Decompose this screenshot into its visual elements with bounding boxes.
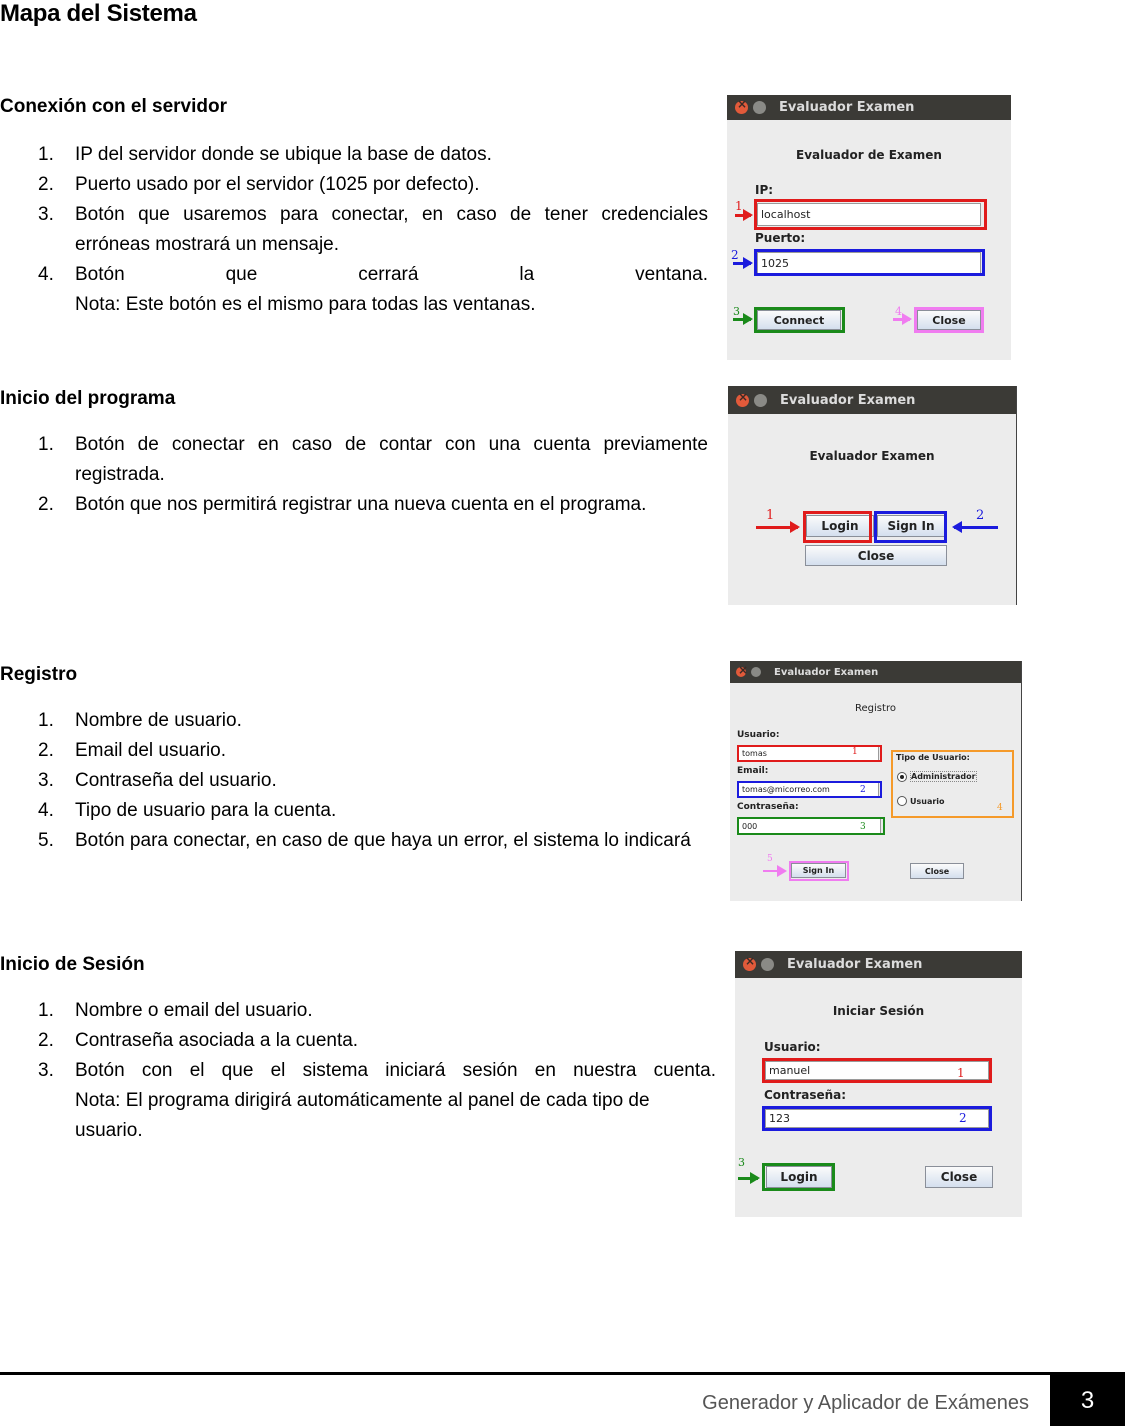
arrow-right-icon xyxy=(763,870,785,872)
list-item: 2. Contraseña asociada a la cuenta. xyxy=(38,1030,359,1051)
list-item: 4. Botón que cerrará la ventana. Nota: Este botón es el mismo para todas las ventanas. xyxy=(38,264,708,315)
password-label: Contraseña: xyxy=(737,802,799,812)
highlight-login xyxy=(803,511,872,543)
page-title: Mapa del Sistema xyxy=(0,0,197,27)
section-heading-registro: Registro xyxy=(0,664,78,685)
arrow-left-icon xyxy=(954,526,998,529)
marker-3: 3 xyxy=(738,1156,745,1169)
list-item: 2. Botón que nos permitirá registrar una nueva cuenta en el programa. xyxy=(38,494,647,515)
window-titlebar xyxy=(730,661,1021,683)
marker-1: 1 xyxy=(957,1066,965,1080)
marker-3: 3 xyxy=(733,305,740,318)
login-button[interactable]: Login xyxy=(766,1166,832,1188)
highlight-user xyxy=(737,745,882,762)
highlight-port xyxy=(754,249,985,276)
radio-usuario[interactable]: Usuario xyxy=(897,796,945,806)
marker-4: 4 xyxy=(997,803,1003,813)
user-type-label: Tipo de Usuario: xyxy=(896,753,970,762)
window-minimize-icon[interactable] xyxy=(751,667,761,677)
marker-2: 2 xyxy=(959,1111,967,1125)
window-minimize-icon[interactable] xyxy=(754,394,767,407)
user-label: Usuario: xyxy=(764,1040,821,1054)
password-field[interactable]: 000 xyxy=(738,818,881,834)
section-heading-conexion: Conexión con el servidor xyxy=(0,96,227,117)
list-item: 1. Botón de conectar en caso de contar con una cuenta previamente registrada. xyxy=(38,434,708,485)
marker-2: 2 xyxy=(976,508,985,523)
window-title: Evaluador Examen xyxy=(774,666,879,678)
window-close-icon[interactable] xyxy=(736,394,749,407)
connect-button[interactable]: Connect xyxy=(757,310,841,330)
marker-3: 3 xyxy=(860,822,866,832)
window-title: Evaluador Examen xyxy=(780,392,916,408)
list-item: 3. Botón con el que el sistema iniciará sesión en nuestra cuenta. Nota: El programa dirigirá automáticamente al panel de cada tipo de usuario. xyxy=(38,1060,716,1141)
page-number: 3 xyxy=(1050,1375,1125,1426)
list-item: 3. Botón que usaremos para conectar, en caso de tener credenciales erróneas mostrará un mensaje. xyxy=(38,204,708,255)
window-close-icon[interactable] xyxy=(743,958,756,971)
inicio-sesion-list xyxy=(38,996,716,1146)
window-close-icon[interactable] xyxy=(736,667,746,677)
marker-1: 1 xyxy=(735,199,743,213)
radio-checked-icon xyxy=(897,772,907,782)
highlight-ip xyxy=(754,199,987,230)
window-close-icon[interactable] xyxy=(735,101,748,114)
user-field[interactable]: tomas xyxy=(738,746,879,761)
list-item: 1. IP del servidor donde se ubique la base de datos. xyxy=(38,144,492,165)
list-item: 1. Nombre o email del usuario. xyxy=(38,1000,313,1021)
dialog-heading: Iniciar Sesión xyxy=(832,1004,925,1018)
dialog-heading: Evaluador de Examen xyxy=(796,148,942,162)
list-item: 2. Puerto usado por el servidor (1025 por defecto). xyxy=(38,174,480,195)
highlight-password xyxy=(762,1106,992,1131)
user-field[interactable]: manuel xyxy=(765,1061,989,1080)
window-minimize-icon[interactable] xyxy=(761,958,774,971)
signin-button[interactable]: Sign In xyxy=(877,515,945,537)
close-button[interactable]: Close xyxy=(925,1166,993,1188)
arrow-right-icon xyxy=(733,318,751,321)
section-heading-inicio-programa: Inicio del programa xyxy=(0,388,176,409)
arrow-right-icon xyxy=(893,318,910,321)
start-dialog xyxy=(728,386,1017,605)
arrow-right-icon xyxy=(738,1177,758,1180)
close-button[interactable]: Close xyxy=(910,863,964,879)
password-field[interactable]: 123 xyxy=(765,1109,989,1128)
window-titlebar xyxy=(735,951,1022,978)
section-heading-inicio-sesion: Inicio de Sesión xyxy=(0,954,145,975)
footer-divider xyxy=(0,1372,1125,1375)
port-label: Puerto: xyxy=(755,231,806,245)
highlight-signin xyxy=(874,511,947,543)
ip-field[interactable]: localhost xyxy=(757,203,981,226)
radio-unchecked-icon xyxy=(897,796,907,806)
window-minimize-icon[interactable] xyxy=(753,101,766,114)
dialog-heading: Registro xyxy=(855,703,896,714)
footer-title: Generador y Aplicador de Exámenes xyxy=(702,1392,1029,1414)
list-item: 2. Email del usuario. xyxy=(38,740,227,761)
email-label: Email: xyxy=(737,766,769,776)
list-item: 4. Tipo de usuario para la cuenta. xyxy=(38,800,337,821)
dialog-heading: Evaluador Examen xyxy=(809,449,935,463)
ip-label: IP: xyxy=(755,183,774,197)
registro-list xyxy=(38,706,712,856)
login-dialog xyxy=(735,951,1022,1217)
highlight-close xyxy=(914,307,984,333)
list-item: 1. Nombre de usuario. xyxy=(38,710,242,731)
highlight-login xyxy=(762,1163,835,1191)
close-button[interactable]: Close xyxy=(917,310,981,330)
close-button[interactable]: Close xyxy=(805,545,947,566)
arrow-right-icon xyxy=(756,526,798,529)
list-item: 5. Botón para conectar, en caso de que haya un error, el sistema lo indicará xyxy=(38,830,691,851)
login-button[interactable]: Login xyxy=(806,515,874,537)
window-titlebar xyxy=(727,95,1011,120)
signin-button[interactable]: Sign In xyxy=(791,863,846,878)
list-item: 3. Contraseña del usuario. xyxy=(38,770,277,791)
arrow-right-icon xyxy=(733,262,751,265)
highlight-signin xyxy=(789,861,849,881)
email-field[interactable]: tomas@micorreo.com xyxy=(738,782,879,797)
conexion-list xyxy=(38,140,708,320)
inicio-programa-list xyxy=(38,430,708,520)
password-label: Contraseña: xyxy=(764,1088,847,1102)
port-field[interactable]: 1025 xyxy=(757,252,981,274)
window-titlebar xyxy=(728,386,1016,414)
marker-1: 1 xyxy=(852,747,858,757)
highlight-connect xyxy=(754,307,845,333)
window-title: Evaluador Examen xyxy=(779,100,915,115)
marker-4: 4 xyxy=(895,305,902,318)
user-label: Usuario: xyxy=(737,730,780,740)
marker-2: 2 xyxy=(860,785,866,795)
arrow-right-icon xyxy=(735,214,751,217)
window-title: Evaluador Examen xyxy=(787,957,923,972)
marker-5: 5 xyxy=(767,854,773,864)
marker-1: 1 xyxy=(766,508,775,523)
register-dialog xyxy=(730,661,1022,901)
marker-2: 2 xyxy=(731,248,739,262)
radio-administrador[interactable]: Administrador xyxy=(897,771,977,782)
connect-dialog xyxy=(727,95,1011,360)
